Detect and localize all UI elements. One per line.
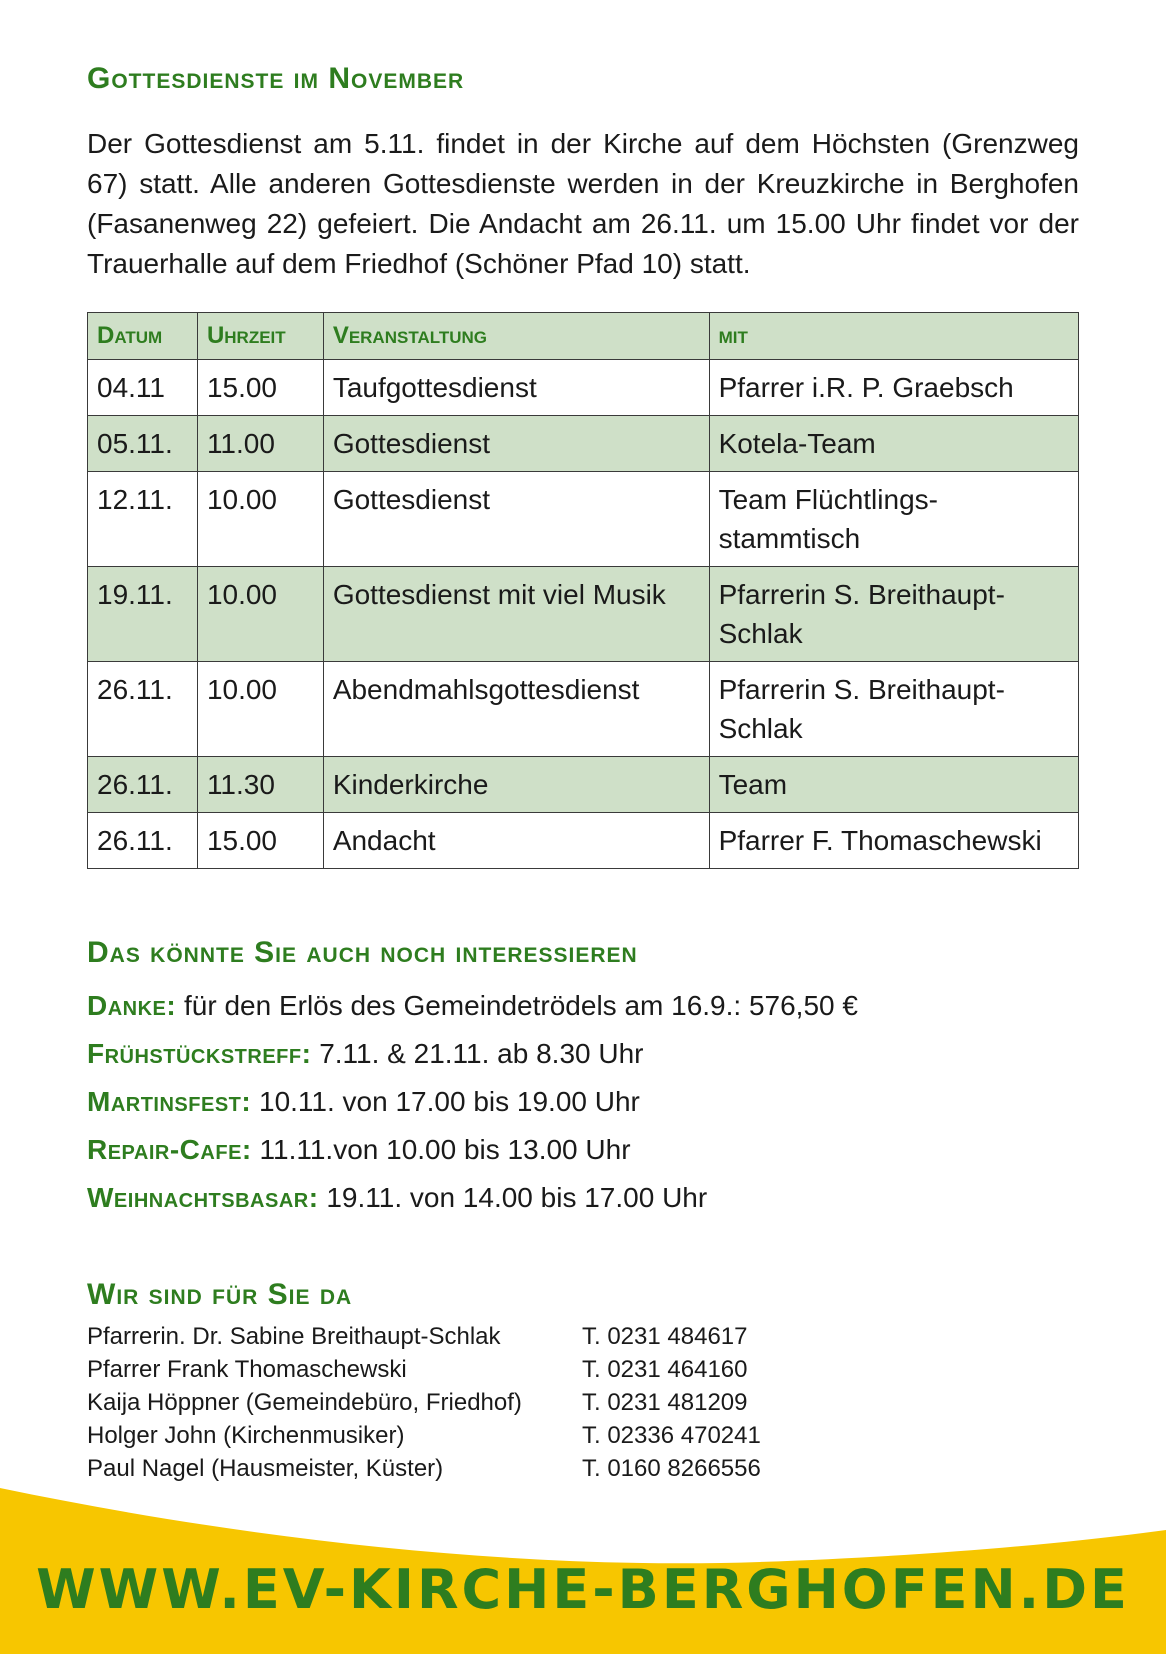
- interest-list: [87, 982, 858, 1222]
- item-text: 19.11. von 14.00 bis 17.00 Uhr: [326, 1182, 708, 1213]
- item-text: 10.11. von 17.00 bis 19.00 Uhr: [259, 1086, 640, 1117]
- cell-with: Team Flüchtlings-stammtisch: [709, 472, 1078, 567]
- contact-phone: T. 0231 464160: [582, 1356, 748, 1383]
- cell-event: Abendmahlsgottesdienst: [323, 662, 709, 757]
- table-row: [88, 813, 1079, 869]
- contact-row: [87, 1386, 787, 1419]
- cell-date: 04.11: [88, 360, 198, 416]
- table-row: [88, 567, 1079, 662]
- table-row: [88, 757, 1079, 813]
- item-label: Frühstückstreff:: [87, 1038, 312, 1069]
- header-datum: Datum: [88, 313, 198, 360]
- item-label: Repair-Cafe:: [87, 1134, 252, 1165]
- contact-name: Holger John (Kirchenmusiker): [87, 1422, 405, 1449]
- list-item: [87, 1126, 858, 1174]
- contact-phone: T. 0231 481209: [582, 1389, 748, 1416]
- cell-with: Pfarrer F. Thomaschewski: [709, 813, 1078, 869]
- cell-date: 26.11.: [88, 757, 198, 813]
- section-title-wir-sind-da: Wir sind für Sie da: [87, 1278, 353, 1311]
- header-veranstaltung: Veranstaltung: [323, 313, 709, 360]
- contact-name: Pfarrerin. Dr. Sabine Breithaupt-Schlak: [87, 1323, 501, 1350]
- table-header-row: [88, 313, 1079, 360]
- contact-list: [87, 1320, 787, 1485]
- item-text: für den Erlös des Gemeindetrödels am 16.9.: 576,50 €: [184, 990, 858, 1021]
- cell-with: Pfarrerin S. Breithaupt-Schlak: [709, 662, 1078, 757]
- header-mit: mit: [709, 313, 1078, 360]
- cell-event: Gottesdienst: [323, 416, 709, 472]
- section-title-interesse: Das könnte Sie auch noch interessieren: [87, 936, 638, 969]
- cell-with: Pfarrer i.R. P. Graebsch: [709, 360, 1078, 416]
- cell-time: 15.00: [197, 360, 323, 416]
- cell-time: 10.00: [197, 472, 323, 567]
- cell-event: Taufgottesdienst: [323, 360, 709, 416]
- intro-paragraph: Der Gottesdienst am 5.11. findet in der Kirche auf dem Höchsten (Grenzweg 67) statt. Alle anderen Gottesdienste werden in der Kreuzkirche in Berghofen (Fasanenweg 22) gefeiert. Die Andacht am 26.11. um 15.00 Uhr findet vor der Trauerhalle auf dem Friedhof (Schöner Pfad 10) statt.: [87, 128, 1079, 279]
- contact-row: [87, 1353, 787, 1386]
- table-row: [88, 360, 1079, 416]
- table-row: [88, 662, 1079, 757]
- table-row: [88, 416, 1079, 472]
- cell-date: 26.11.: [88, 813, 198, 869]
- cell-event: Andacht: [323, 813, 709, 869]
- item-label: Weihnachtsbasar:: [87, 1182, 319, 1213]
- item-label: Danke:: [87, 990, 177, 1021]
- schedule-table: [87, 312, 1079, 869]
- contact-phone: T. 02336 470241: [582, 1422, 761, 1449]
- cell-time: 15.00: [197, 813, 323, 869]
- cell-date: 26.11.: [88, 662, 198, 757]
- contact-row: [87, 1320, 787, 1353]
- item-text: 11.11.von 10.00 bis 13.00 Uhr: [259, 1134, 631, 1165]
- contact-phone: T. 0231 484617: [582, 1323, 748, 1350]
- contact-phone: T. 0160 8266556: [582, 1455, 761, 1482]
- cell-time: 11.00: [197, 416, 323, 472]
- list-item: [87, 1174, 858, 1222]
- cell-with: Pfarrerin S. Breithaupt-Schlak: [709, 567, 1078, 662]
- list-item: [87, 1030, 858, 1078]
- cell-date: 19.11.: [88, 567, 198, 662]
- list-item: [87, 982, 858, 1030]
- table-row: [88, 472, 1079, 567]
- cell-event: Gottesdienst mit viel Musik: [323, 567, 709, 662]
- website-link[interactable]: WWW.EV-KIRCHE-BERGHOFEN.DE: [36, 1558, 1130, 1621]
- item-label: Martinsfest:: [87, 1086, 252, 1117]
- contact-row: [87, 1419, 787, 1452]
- item-text: 7.11. & 21.11. ab 8.30 Uhr: [319, 1038, 644, 1069]
- cell-date: 05.11.: [88, 416, 198, 472]
- cell-date: 12.11.: [88, 472, 198, 567]
- contact-name: Pfarrer Frank Thomaschewski: [87, 1356, 407, 1383]
- cell-with: Kotela-Team: [709, 416, 1078, 472]
- cell-time: 10.00: [197, 567, 323, 662]
- contact-name: Kaija Höppner (Gemeindebüro, Friedhof): [87, 1389, 522, 1416]
- section-title-gottesdienste: Gottesdienste im November: [87, 62, 465, 95]
- cell-time: 11.30: [197, 757, 323, 813]
- list-item: [87, 1078, 858, 1126]
- cell-event: Gottesdienst: [323, 472, 709, 567]
- contact-name: Paul Nagel (Hausmeister, Küster): [87, 1455, 444, 1482]
- cell-event: Kinderkirche: [323, 757, 709, 813]
- cell-time: 10.00: [197, 662, 323, 757]
- cell-with: Team: [709, 757, 1078, 813]
- header-uhrzeit: Uhrzeit: [197, 313, 323, 360]
